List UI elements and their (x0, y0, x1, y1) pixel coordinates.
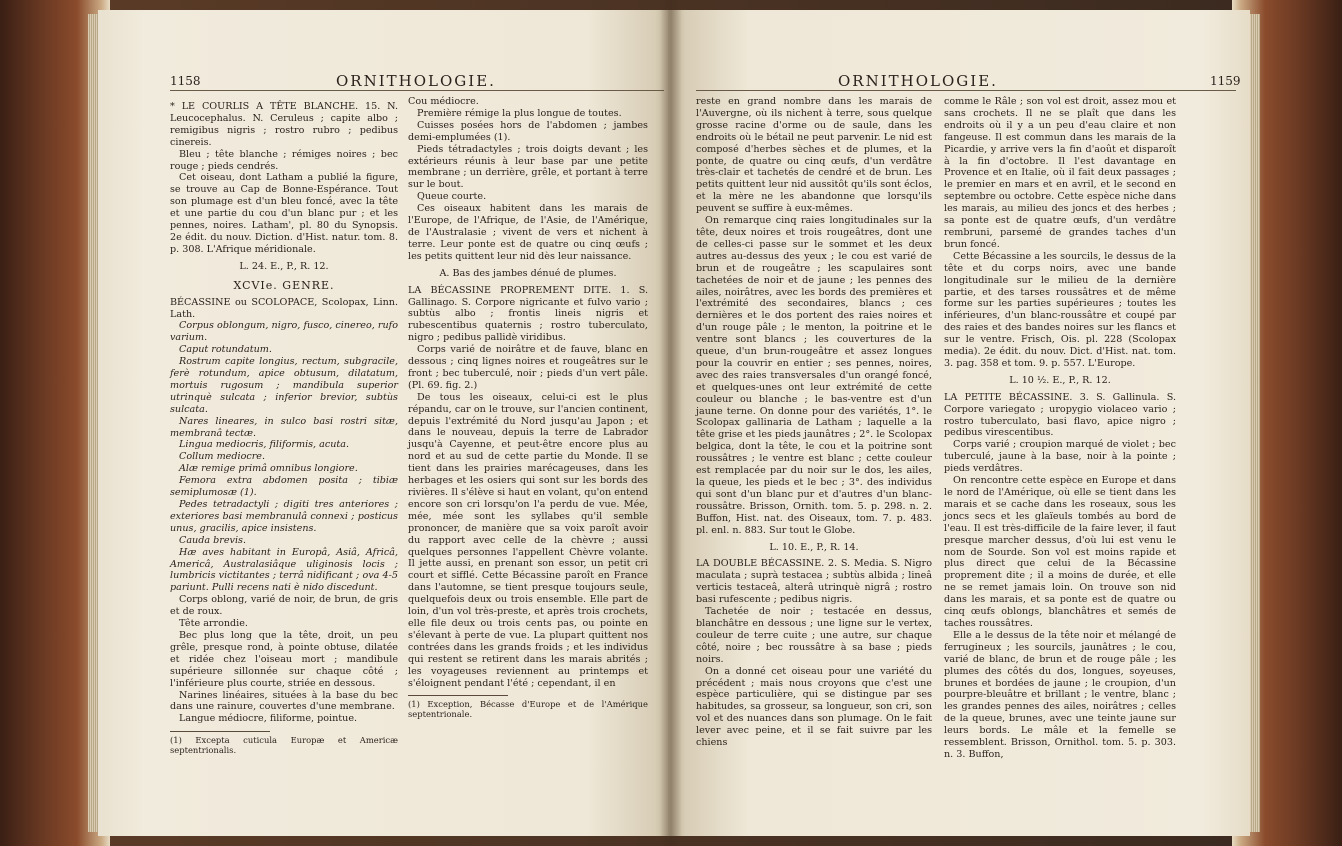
left-page (98, 10, 672, 836)
paragraph: Femora extra abdomen posita ; tibiæ semiplumosæ (1). (170, 475, 398, 499)
paragraph: On a donné cet oiseau pour une variété du précédent ; mais nous croyons que c'est une espèce particulière, qui se distingue par ses habitudes, sa grosseur, sa longueur, son cri, son vol et des nuances dans son plumage. On le fait lever avec peine, et il se fait suivre par les chiens (696, 665, 932, 749)
left-column-1 (170, 96, 398, 755)
paragraph: A. Bas des jambes dénué de plumes. (439, 267, 617, 279)
right-column-2 (944, 96, 1176, 761)
paragraph: * LE COURLIS A TÊTE BLANCHE. 15. N. Leucocephalus. N. Ceruleus ; capite albo ; remigibus nigris ; rostro rubro ; pedibus cinereis. (170, 101, 398, 148)
paragraph: BÉCASSINE ou SCOLOPACE, Scolopax, Linn. Lath. (170, 296, 398, 320)
left-page-number: 1158 (170, 74, 201, 88)
paragraph: Elle a le dessus de la tête noir et mélangé de ferrugineux ; les sourcils, jaunâtres ; le cou, varié de blanc, de brun et de rouge pâle ; les plumes des côtés du dos, longues, soyeuses, brunes et bordées de jaune ; le croupion, d'un pourpre-bleuâtre et brillant ; le ventre, blanc ; les grandes pennes des ailes, noirâtres ; celles de la queue, brunes, avec une teinte jaune sur leurs bords. Le mâle et la femelle se ressemblent. Brisson, Ornithol. tom. 5. p. 303. n. 3. Buffon, (944, 629, 1176, 760)
paragraph: Première rémige la plus longue de toutes. (417, 107, 622, 119)
paragraph: Corps oblong, varié de noir, de brun, de gris et de roux. (170, 594, 398, 618)
paragraph: Queue courte. (417, 191, 487, 203)
paragraph: Corpus oblongum, nigro, fusco, cinereo, rufo varium. (170, 320, 398, 344)
left-page-edges (88, 14, 98, 832)
paragraph: Hæ aves habitant in Europâ, Asiâ, Africâ, Americâ, Australasiâque uliginosis locis ; lumbricis victitantes ; terrâ nidificant ; ova 4-5 pariunt. Pulli recens nati è nido discedunt. (170, 546, 398, 594)
right-page-edges (1250, 14, 1260, 832)
right-page-number: 1159 (1210, 74, 1241, 88)
paragraph: Cauda brevis. (179, 534, 247, 546)
paragraph: Cet oiseau, dont Latham a publié la figure, se trouve au Cap de Bonne-Espérance. Tout son plumage est d'un bleu foncé, avec la tête et une partie du cou d'un blanc pur ; et les pennes, noires. Latham', pl. 80 du Synopsis. 2e édit. du nouv. Diction. d'Hist. natur. tom. 8. p. 308. L'Afrique méridionale. (170, 172, 398, 255)
paragraph: L. 24. E., P., R. 12. (239, 260, 329, 272)
paragraph: reste en grand nombre dans les marais de l'Auvergne, où ils nichent à terre, sous quelque grosse racine d'orme ou de saule, dans les endroits où le bétail ne peut parvenir. Le nid est composé d'herbes sèches et de plumes, et la ponte, de quatre ou cinq œufs, d'un verdâtre très-clair et tachetés de cendré et de brun. Les petits quittent leur nid aussitôt qu'ils sont éclos, et la mère ne les abandonne que lorsqu'ils peuvent se suffire à eux-mêmes. (696, 96, 932, 215)
paragraph: Corps varié ; croupion marqué de violet ; bec tuberculé, jaune à la base, noir à la pointe ; pieds verdâtres. (944, 439, 1176, 475)
paragraph: Alæ remige primâ omnibus longiore. (179, 463, 358, 475)
right-running-header: ORNITHOLOGIE. (838, 72, 998, 90)
paragraph: Narines linéaires, situées à la base du bec dans une rainure, couvertes d'une membrane. (170, 689, 398, 713)
paragraph: Collum mediocre. (179, 451, 266, 463)
right-column-1 (696, 96, 932, 749)
footnote-rule (170, 731, 270, 732)
paragraph: Caput rotundatum. (179, 344, 272, 356)
paragraph: Cou médiocre. (408, 96, 479, 107)
paragraph: Cuisses posées hors de l'abdomen ; jambes demi-emplumées (1). (408, 119, 648, 143)
paragraph: Corps varié de noirâtre et de fauve, blanc en dessous ; cinq lignes noires et rougeâtres sur le front ; bec tuberculé, noir ; pieds d'un vert pâle. (Pl. 69. fig. 2.) (408, 344, 648, 391)
paragraph: Tachetée de noir ; testacée en dessus, blanchâtre en dessous ; une ligne sur le vertex, couleur de terre cuite ; une autre, sur chaque côté, noire ; bec roussâtre à sa base ; pieds noirs. (696, 606, 932, 665)
paragraph: Bec plus long que la tête, droit, un peu grêle, presque rond, à pointe obtuse, dilatée et ridée chez l'oiseau mort ; mandibule supérieure sillonnée sur chaque côté ; l'inférieure plus courte, striée en dessous. (170, 629, 398, 689)
paragraph: L. 10. E., P., R. 14. (769, 541, 859, 553)
left-running-header: ORNITHOLOGIE. (336, 72, 496, 90)
paragraph: On remarque cinq raies longitudinales sur la tête, deux noires et trois rougeâtres, dont une de celles-ci passe sur le sommet et les deux autres au-dessus des yeux ; le cou est varié de brun et de rougeâtre ; les scapulaires sont tachetées de noir et de jaune ; les pennes des ailes, noirâtres, avec les bords des premières et l'extrémité des secondaires, blancs ; ces dernières et le dos portent des raies noires et d'un rouge pâle ; le menton, la poitrine et le ventre sont blancs ; les couvertures de la queue, d'un brun-rougeâtre et assez longues pour la couvrir en entier ; ses pennes, noires, avec des raies transversales d'un orangé foncé, et quelques-unes ont leur extrémité de cette couleur ou blanche ; le bas-ventre est d'un jaune terne. On donne pour des variétés, 1°. le Scolopax gallinaria de Latham ; laquelle a la tête grise et les pieds jaunâtres ; 2°. le Scolopax belgica, dont la tête, le cou et la poitrine sont roussâtres ; le ventre est blanc ; cette couleur est remplacée par du noir sur le dos, les ailes, la queue, les pieds et le bec ; 3°. des individus qui sont d'un blanc pur et d'autres d'un blanc-roussâtre. Brisson, Ornith. tom. 5. p. 298. n. 2. Buffon, Hist. nat. des Oiseaux, tom. 7. p. 483. pl. enl. n. 883. Sur tout le Globe. (696, 215, 932, 536)
left-column-2 (408, 96, 648, 719)
right-header-rule (696, 90, 1236, 91)
paragraph: Nares lineares, in sulco basi rostri sitæ, membranâ tectæ. (170, 415, 398, 439)
paragraph: Bleu ; tête blanche ; rémiges noires ; bec rouge ; pieds cendrés. (170, 148, 398, 172)
paragraph: Ces oiseaux habitent dans les marais de l'Europe, de l'Afrique, de l'Asie, de l'Amérique, de l'Australasie ; vivent de vers et nichent à terre. Leur ponte est de quatre ou cinq œufs ; les petits quittent leur nid dès leur naissance. (408, 203, 648, 262)
paragraph: Tête arrondie. (179, 618, 248, 630)
paragraph: Pieds tétradactyles ; trois doigts devant ; les extérieurs réunis à leur base par une petite membrane ; un derrière, grêle, et portant à terre sur le bout. (408, 143, 648, 191)
paragraph: LA DOUBLE BÉCASSINE. 2. S. Media. S. Nigro maculata ; suprà testacea ; subtùs albida ; lineâ verticis testaceâ, alterâ utrinquè nigrâ ; rostro basi rufescente ; pedibus nigris. (696, 558, 932, 606)
paragraph: L. 10 ½. E., P., R. 12. (1009, 374, 1111, 386)
footnote: (1) Exception, Bécasse d'Europe et de l'Amérique septentrionale. (408, 699, 648, 720)
paragraph: LA BÉCASSINE PROPREMENT DITE. 1. S. Gallinago. S. Corpore nigricante et fulvo vario ; subtùs albo ; frontis lineis nigris et rubescentibus quaternis ; rostro tuberculato, nigro ; pedibus pallidè viridibus. (408, 284, 648, 344)
paragraph: LA PETITE BÉCASSINE. 3. S. Gallinula. S. Corpore variegato ; uropygio violaceo vario ; rostro tuberculato, basi flavo, apice nigro ; pedibus virescentibus. (944, 391, 1176, 439)
paragraph: Lingua mediocris, filiformis, acuta. (179, 439, 350, 451)
paragraph: De tous les oiseaux, celui-ci est le plus répandu, car on le trouve, sur l'ancien continent, depuis l'extrémité du Nord jusqu'au Japon ; et dans le nouveau, depuis la terre de Labrador jusqu'à Cayenne, et peut-être encore plus au nord et au sud de cette partie du Monde. Il se tient dans les prairies marécageuses, dans les herbages et les osiers qui sont sur les bords des rivières. Il s'élève si haut en volant, qu'on entend encore son cri lorsqu'on l'a perdu de vue. Mée, mée, mée sont les syllabes qu'il semble prononcer, de manière que sa voix paroît avoir du rapport avec celle de la chèvre ; aussi quelques personnes l'appellent Chèvre volante. Il jette aussi, en prenant son essor, un petit cri court et sifflé. Cette Bécassine paroît en France dans l'automne, se tient presque toujours seule, quelquefois deux ou trois ensemble. Elle part de loin, d'un vol très-preste, et après trois crochets, elle file deux ou trois cents pas, ou pointe en s'élevant à perte de vue. La plupart quittent nos contrées dans les grands froids ; et les individus qui restent se retirent dans les marais abrités ; les voyageuses reviennent au printemps et s'éloignent pendant l'été ; cependant, il en (408, 391, 648, 689)
book-gutter (660, 0, 682, 846)
paragraph: Pedes tetradactyli ; digiti tres anteriores ; exteriores basi membranulâ connexi ; posticus unus, gracilis, apice insistens. (170, 499, 398, 534)
paragraph: On rencontre cette espèce en Europe et dans le nord de l'Amérique, où elle se tient dans les marais et se cache dans les roseaux, sous les joncs secs et les glaïeuls tombés au bord de l'eau. Il est très-difficile de la faire lever, il faut presque marcher dessus, d'où lui est venu le nom de Sourde. Son vol est moins rapide et plus direct que celui de la Bécassine proprement dite ; il a moins de durée, et elle ne se remet jamais loin. On trouve son nid dans les marais, et sa ponte est de quatre ou cinq œufs oblongs, blanchâtres et semés de taches roussâtres. (944, 475, 1176, 629)
footnote-rule (408, 695, 508, 696)
paragraph: Cette Bécassine a les sourcils, le dessus de la tête et du corps noirs, avec une bande longitudinale sur le milieu de la dernière partie, et des tarses roussâtres et de même forme sur les parties supérieures ; toutes les inférieures, d'un blanc-roussâtre et coupé par des raies et des bandes noires sur les flancs et sur le ventre. Frisch, Ois. pl. 228 (Scolopax media). 2e édit. du nouv. Dict. d'Hist. nat. tom. 3. pag. 358 et tom. 9. p. 557. L'Europe. (944, 250, 1176, 369)
right-page (668, 10, 1250, 836)
left-header-rule (170, 90, 664, 91)
paragraph: Rostrum capite longius, rectum, subgracile, ferè rotundum, apice obtusum, dilatatum, mortuis rugosum ; mandibula superior utrinquè sulcata ; inferior brevior, subtùs sulcata. (170, 356, 398, 415)
paragraph: Langue médiocre, filiforme, pointue. (179, 713, 358, 725)
paragraph: comme le Râle ; son vol est droit, assez mou et sans crochets. Il ne se plaît que dans les endroits où il y a un peu d'eau claire et non fangeuse. Il est commun dans les marais de la Picardie, y arrive vers la fin d'août et disparoît à la fin d'octobre. Il l'est davantage en Provence et en Italie, où il fait deux passages ; le premier en mars et en avril, et le second en septembre ou octobre. Cette espèce niche dans les marais, au milieu des joncs et des herbes ; sa ponte est de quatre œufs, d'un verdâtre rembruni, parsemé de grandes taches d'un brun foncé. (944, 96, 1176, 250)
paragraph: XCVIe. GENRE. (233, 278, 335, 292)
footnote: (1) Excepta cuticula Europæ et Americæ septentrionalis. (170, 735, 398, 756)
